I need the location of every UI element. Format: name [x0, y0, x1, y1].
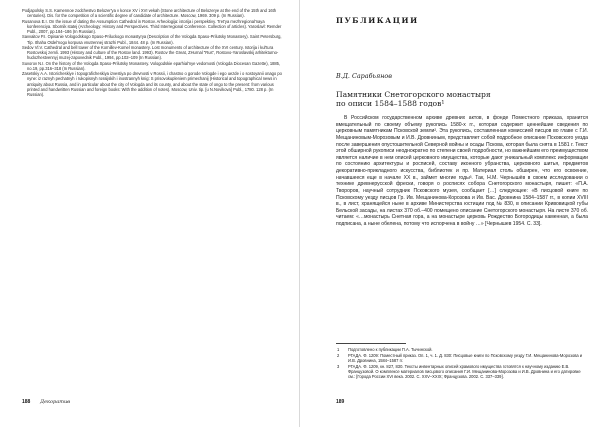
journal-spread	[0, 0, 600, 427]
right-page	[300, 0, 600, 427]
page-number-right: 189	[336, 399, 344, 405]
article-title	[336, 90, 576, 109]
article-title-line: Памятники Снетогорского монастыря	[336, 90, 576, 99]
footnotes	[336, 347, 588, 380]
reference-entry: Zasetskiy A.A. Istoricheskiye i topograficheskiya izvestiya po drevnosti v Rossii, i chastno o gorode Vologde i ego uezde i o sostoyanii onago po nyne: iz raznyh pechatnyh i rukopisnyh rossijskih i inostrannyh knig: S prisovokupleniem primechanij (Historical and topographical news in antiquity about Russia, and in particular about the city of Vologda and its county, and about the state of ongo to the present: from various printed and handwritten Russian and foreign books: With the addition of notes). Moscow, Univ. tip. [u N.Novikova] Publ., 1780. 128 p. (In Russian).	[22, 71, 284, 97]
footnote-number: 2	[337, 353, 339, 358]
footnote-text: Подготовлено к публикации П.А. Тычинской.	[348, 347, 433, 352]
footnote-number: 3	[337, 364, 339, 369]
footnote	[336, 364, 588, 380]
footnote-rule	[336, 343, 406, 344]
footnote-number: 1	[337, 347, 339, 352]
reference-entry: Savvaitov P.I. Opisanie Vologodskogo Spaso-Priluckogo monastyrya (Description of the Vologda Spaso-Prilutsky Monastery). Saint Petersburg, Tip. Ithaha Otdel'nogo korpusa vnutrennej strazhi Publ., 1844. 48 p. (In Russian).	[22, 34, 284, 45]
reference-list	[22, 8, 284, 97]
reference-entry: Sedov Vl.V. Cathedral and bell tower of the Kornillev-Komel monastery. Lost monuments of architecture of the XVI century. Istorija i kul'tura Rostovskoj zemli. 1993 (History and culture of the Rostov land. 1993). Rostov the Great, ZHurnal "Rus", Rostovo-Yaroslavskij arhitekturno-hudozhestvennyj muzej-zapovednik Publ., 1994, pp.102–109 (In Russian).	[22, 45, 284, 61]
reference-entry: Podjapolsky S.S. Kamennoe zodchestvo Belozer'ya v konce XV i XVI vekah (Stone architecture of Belozerye at the end of the 15th and 16th centuries). Dis. for the competition of a scientific degree of candidate of architecture. Moscow, 1969. 309 p. (In Russian).	[22, 8, 284, 19]
article-author: В.Д. Сарабьянов	[336, 72, 392, 80]
footnote	[336, 353, 588, 364]
page-number-left: 188	[22, 399, 30, 405]
left-page	[0, 0, 299, 427]
footnote-text: РГАДА. Ф. 1209, кн. 827, 830. Тексты инвентарных описей храмового имущества готовятся к научному изданию Е.В. Французовой. О комплексе материалов писцового описания Г.И. Мещанинова-Морозова и И.В. Дровнина и его датировке см.: [Города России XVI века. 2002. С. XXV–XXIX; Французова. 2002. С. 337–339].	[348, 364, 581, 380]
article-body: В Российском государственном архиве древних актов, в фонде Поместного приказа, хранится вмещательный по своему объему рукопись 1580-х гг., которая содержит ценнейшие сведения по церковным памятникам Псковской земли². Эта рукопись, составленная комиссией писцов во главе с Г.И. Мещаниновым-Морозовым и И.В. Дровниным, представляет собой подробное описание Псковского уезда после завершения опустошительной Северной войны и осады Пскова, которая была снята в 1581 г. Текст этой обширной рукописи неоднократно по степени своей подробности, но важнейшим его преимуществом является наличие в нем описей церковного имущества, которые дают уникальный комплекс информации по состоянию архитектуры и росписей, составу иконного убранства, церковного шитья, предметов декоративно-прикладного искусства, библиотек и пр. Материал столь обширен, что его освоение, начавшееся еще в начале XX в., займет многие годы³. Так, Н.М. Чернышёв в своем исследовании о технике древнерусской фрески, говоря о росписях собора Снетогорского монастыря, пишет: «П.А. Твороров, научный сотрудник Псковского музея, сообщает […] следующее: «В писцовой книге по Псковскому уезду писцов Гр. Ив. Мещанинова-Корозова и Ив. Вас. Дровнина 1584–1587 гг., в копии XVIII в., в лист, хранящейся ныне в архиве Министерства юстиции под № 830, в описании Кривовицкой губы Бельской засады, на листах 370 об.–400 помещено описание Снетогорского монастыря. На листе 370 об. читаем: «…монастырь Снетная гора, а на монастыре церковь Рождество Богородицы каменная, а была подписана, а ныне обелена, потому что испорчена в войну …» [Чернышев 1954. С. 33].	[336, 115, 588, 228]
article-title-line: по описи 1584–1588 годов¹	[336, 99, 576, 108]
footnote-text: РГАДА. Ф. 1209: Поместный приказ. Оп. 1, ч. 1. Д. 830: Писцовые книги по Псковскому уезду Г.И. Мещанинова-Морозова и И.В. Дровнина, 1584–1587 гг.	[348, 353, 582, 363]
reference-entry: Rusanova E.I. On the issue of dating the Assumption Cathedral in Rostov. Arheologija: istorija i perspektivy. Tret'ya mezhregional'naya konferenciya. Sbornik statej (Archeology: History and Perspectives. Third Interregional Conference. Collection of articles). Yaroslavl: Remder Publ., 2007, pp.184–186 (In Russian).	[22, 19, 284, 35]
footnote	[336, 347, 588, 352]
section-title: ПУБЛИКАЦИИ	[336, 16, 419, 25]
reference-entry: Suvorov N.I. On the history of the Vologda Spaso-Prilutsky Monastery. Vologodskie eparhial'nye vedomosti (Vologda Diocesan Gazette), 1885, no.19, pp.316–318 (In Russian).	[22, 61, 284, 72]
running-head: Декоратив	[40, 399, 70, 405]
